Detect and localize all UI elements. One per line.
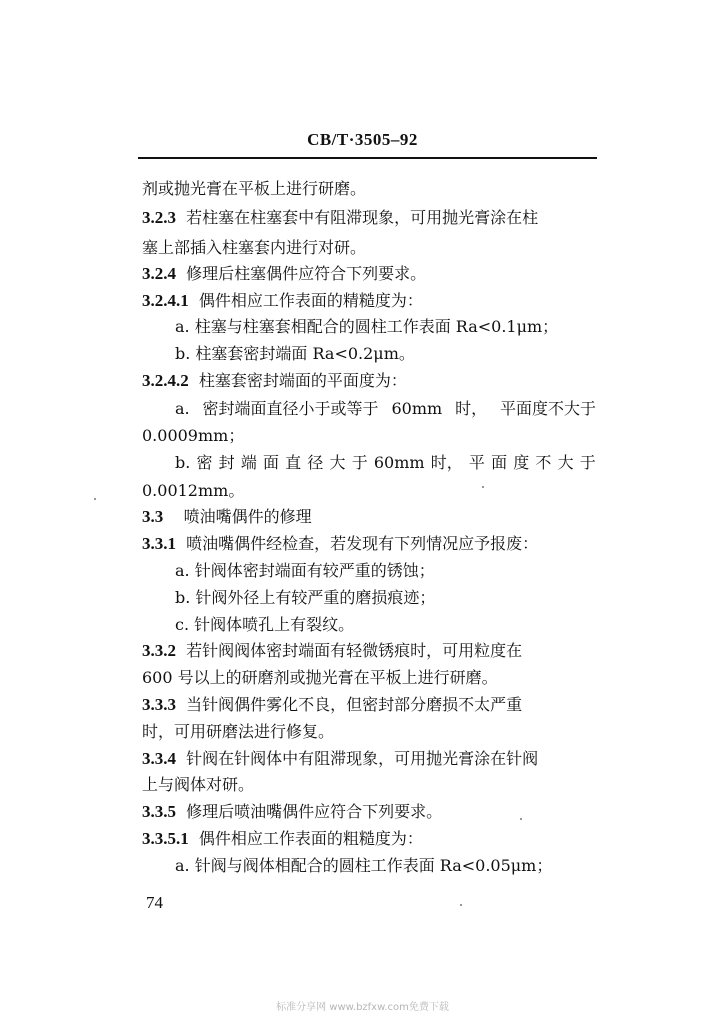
item-value: 60mm [373, 453, 425, 472]
paragraph-line: 0.0009mm； [142, 426, 245, 445]
clause-number: 3.2.4.1 [142, 291, 189, 310]
section-3-3 [142, 506, 312, 528]
clause-number: 3.3.4 [142, 749, 176, 768]
paragraph-line: 上与阀体对研。 [142, 775, 255, 794]
item-char: 大 [557, 453, 574, 472]
list-item-c: c. 针阀体喷孔上有裂纹。 [175, 615, 355, 634]
clause-number: 3.2.4 [142, 264, 176, 283]
clause-number: 3.3.1 [142, 534, 176, 553]
list-item-b: b. 柱塞套密封端面 Ra<0.2μm。 [175, 344, 415, 363]
scan-speck [460, 904, 462, 906]
scan-speck [94, 498, 96, 500]
section-number: 3.3 [142, 507, 164, 526]
clause-3-2-4-1 [142, 290, 423, 312]
scan-speck [482, 486, 484, 488]
clause-text: 修理后柱塞偶件应符合下列要求。 [186, 264, 427, 283]
item-text: 时， [455, 399, 488, 418]
item-char: 时， [430, 453, 463, 472]
section-title: 喷油嘴偶件的修理 [183, 507, 312, 526]
item-text: 平面度不大于 [499, 399, 596, 418]
item-marker: b. [175, 453, 191, 472]
clause-3-3-5-1 [142, 828, 423, 850]
clause-text: 若柱塞在柱塞套中有阻滞现象，可用抛光膏涂在柱 [186, 208, 539, 227]
list-item-a [175, 398, 596, 420]
clause-3-3-3 [142, 694, 522, 716]
item-marker: a. [175, 399, 190, 418]
page-number: 74 [146, 893, 163, 912]
item-char: 大 [329, 453, 346, 472]
item-char: 径 [307, 453, 324, 472]
item-char: 直 [285, 453, 302, 472]
item-char: 端 [240, 453, 257, 472]
item-char: 于 [351, 453, 368, 472]
clause-3-3-4 [142, 748, 538, 770]
item-char: 不 [535, 453, 552, 472]
list-item-b [175, 452, 596, 474]
clause-text: 针阀在针阀体中有阻滞现象，可用抛光膏涂在针阀 [186, 749, 539, 768]
list-item-b: b. 针阀外径上有较严重的磨损痕迹； [175, 588, 436, 607]
paragraph-line: 剂或抛光膏在平板上进行研磨。 [142, 179, 367, 198]
watermark: 标准分享网 www.bzfxw.com免费下载 [276, 1002, 449, 1013]
clause-text: 偶件相应工作表面的精糙度为： [198, 291, 423, 310]
clause-3-3-1 [142, 533, 538, 555]
clause-3-2-4 [142, 263, 426, 285]
clause-text: 修理后喷油嘴偶件应符合下列要求。 [186, 802, 443, 821]
clause-3-3-5 [142, 801, 442, 823]
item-text: 密封端面直径小于或等于 [202, 399, 379, 418]
clause-3-3-2 [142, 640, 522, 662]
list-item-a: a. 针阀体密封端面有较严重的锈蚀； [175, 561, 435, 580]
item-char: 密 [196, 453, 213, 472]
paragraph-line: 600 号以上的研磨剂或抛光膏在平板上进行研磨。 [142, 668, 498, 687]
header-rule [138, 157, 597, 159]
clause-text: 喷油嘴偶件经检查，若发现有下列情况应予报废： [186, 534, 539, 553]
clause-number: 3.3.5 [142, 802, 176, 821]
clause-number: 3.3.5.1 [142, 829, 189, 848]
scan-speck [520, 818, 522, 820]
clause-3-2-4-2 [142, 370, 407, 392]
clause-text: 偶件相应工作表面的粗糙度为： [198, 829, 423, 848]
clause-text: 若针阀阀体密封端面有轻微锈痕时，可用粒度在 [186, 641, 523, 660]
item-char: 于 [579, 453, 596, 472]
clause-3-2-3 [142, 207, 538, 229]
paragraph-line: 时，可用研磨法进行修复。 [142, 722, 335, 741]
list-item-a: a. 柱塞与柱塞套相配合的圆柱工作表面 Ra<0.1μm； [175, 317, 559, 336]
item-char: 度 [513, 453, 530, 472]
clause-text: 当针阀偶件雾化不良，但密封部分磨损不太严重 [186, 695, 523, 714]
item-char: 面 [263, 453, 280, 472]
paragraph-line: 0.0012mm。 [142, 481, 245, 500]
paragraph-line: 塞上部插入柱塞套内进行对研。 [142, 238, 367, 257]
item-char: 封 [218, 453, 235, 472]
clause-number: 3.2.4.2 [142, 371, 189, 390]
item-char: 平 [468, 453, 485, 472]
list-item-a: a. 针阀与阀体相配合的圆柱工作表面 Ra<0.05μm； [175, 856, 553, 875]
clause-number: 3.2.3 [142, 208, 176, 227]
clause-number: 3.3.3 [142, 695, 176, 714]
item-char: 面 [491, 453, 508, 472]
clause-text: 柱塞套密封端面的平面度为： [198, 371, 407, 390]
standard-code-header: CB/T·3505–92 [307, 130, 418, 149]
item-value: 60mm [391, 399, 443, 418]
clause-number: 3.3.2 [142, 641, 176, 660]
